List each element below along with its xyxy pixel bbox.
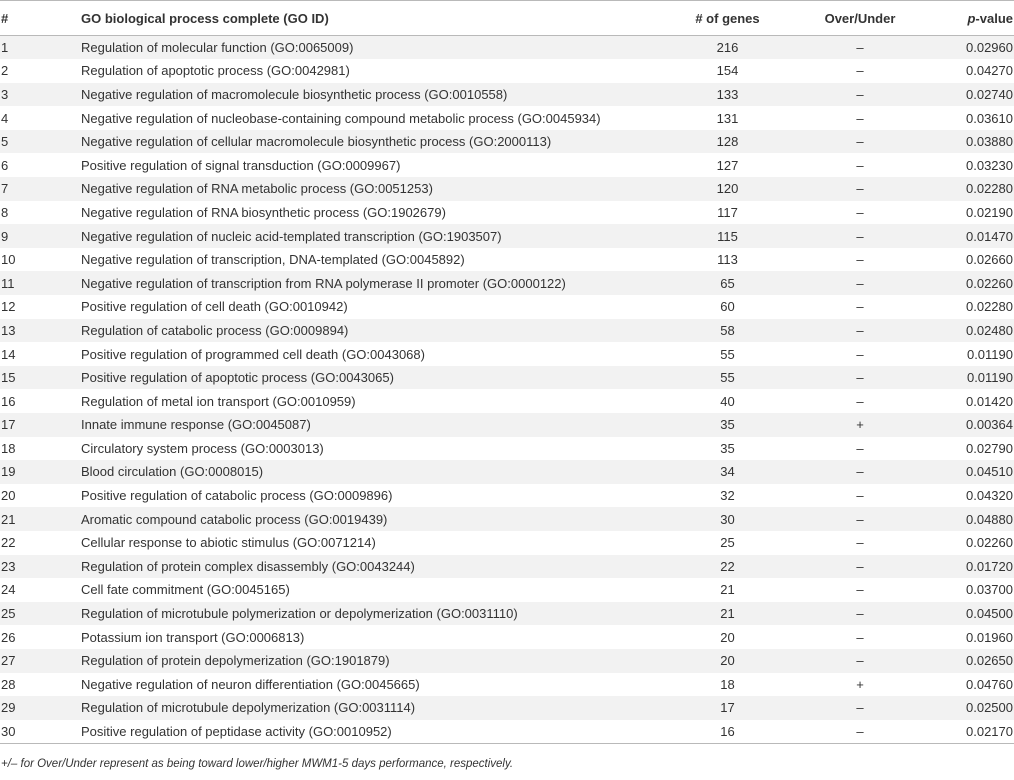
row-number: 22 <box>1 535 16 551</box>
over-under-sign: – <box>856 204 864 220</box>
go-process-name: Negative regulation of nucleic acid-templated transcription (GO:1903507) <box>81 228 502 244</box>
gene-count: 127 <box>716 157 739 173</box>
row-number: 30 <box>0 720 81 744</box>
p-value: 0.02170 <box>919 720 1014 744</box>
p-value: 0.03700 <box>966 582 1013 598</box>
over-under-sign: – <box>856 40 864 56</box>
header-p-value <box>919 1 1014 36</box>
row-number: 2 <box>1 63 9 79</box>
go-process-name: Aromatic compound catabolic process (GO:0019439) <box>81 511 388 527</box>
gene-count: 21 <box>720 606 735 622</box>
p-value: 0.02260 <box>966 275 1013 291</box>
row-number: 24 <box>1 582 16 598</box>
table-row <box>0 649 1014 673</box>
table-row <box>0 460 1014 484</box>
go-process-name: Negative regulation of transcription from RNA polymerase II promoter (GO:0000122) <box>81 275 566 291</box>
gene-count: 35 <box>720 440 735 456</box>
go-process-name: Innate immune response (GO:0045087) <box>81 417 311 433</box>
p-value: 0.04320 <box>966 488 1013 504</box>
over-under-sign: – <box>856 86 864 102</box>
row-number: 29 <box>1 700 16 716</box>
table-row <box>0 555 1014 579</box>
row-number: 13 <box>1 322 16 338</box>
go-process-name: Regulation of microtubule polymerization or depolymerization (GO:0031110) <box>81 606 518 622</box>
over-under-sign: – <box>856 322 864 338</box>
over-under-sign: – <box>801 720 919 744</box>
table-row <box>0 153 1014 177</box>
table-row <box>0 484 1014 508</box>
over-under-sign: – <box>856 558 864 574</box>
p-value: 0.01470 <box>966 228 1013 244</box>
p-value: 0.02960 <box>966 40 1013 56</box>
table-row <box>0 224 1014 248</box>
go-process-name: Potassium ion transport (GO:0006813) <box>81 629 305 645</box>
over-under-sign: – <box>856 393 864 409</box>
gene-count: 65 <box>720 275 735 291</box>
table-row <box>0 602 1014 626</box>
go-process-name: Negative regulation of RNA metabolic process (GO:0051253) <box>81 181 433 197</box>
gene-count: 40 <box>720 393 735 409</box>
p-value: 0.04880 <box>966 511 1013 527</box>
over-under-sign: – <box>856 63 864 79</box>
gene-count: 32 <box>720 488 735 504</box>
go-process-name: Negative regulation of cellular macromolecule biosynthetic process (GO:2000113) <box>81 134 552 150</box>
gene-count: 34 <box>720 464 735 480</box>
p-value: 0.02660 <box>966 252 1013 268</box>
go-process-name: Positive regulation of catabolic process (GO:0009896) <box>81 488 393 504</box>
over-under-sign: – <box>856 582 864 598</box>
gene-count: 17 <box>720 700 735 716</box>
table-row <box>0 366 1014 390</box>
gene-count: 18 <box>720 676 735 692</box>
gene-count: 20 <box>720 629 735 645</box>
p-value: 0.01190 <box>966 346 1013 362</box>
header-p-value-italic: p <box>967 10 976 26</box>
header-number: # <box>0 1 81 36</box>
gene-count: 55 <box>720 346 735 362</box>
p-value: 0.03230 <box>966 157 1013 173</box>
gene-count: 55 <box>720 370 735 386</box>
over-under-sign: – <box>856 110 864 126</box>
go-process-name: Negative regulation of macromolecule biosynthetic process (GO:0010558) <box>81 86 508 102</box>
row-number: 11 <box>1 275 15 291</box>
over-under-sign: – <box>856 181 864 197</box>
gene-count: 131 <box>716 110 739 126</box>
row-number: 4 <box>1 110 9 126</box>
row-number: 9 <box>1 228 9 244</box>
over-under-sign: + <box>856 676 864 692</box>
p-value: 0.01190 <box>966 370 1013 386</box>
p-value: 0.04500 <box>966 606 1013 622</box>
row-number: 21 <box>1 511 16 527</box>
table-row <box>0 248 1014 272</box>
table-row <box>0 531 1014 555</box>
table-row <box>0 106 1014 130</box>
go-process-name: Negative regulation of transcription, DNA-templated (GO:0045892) <box>81 252 465 268</box>
row-number: 16 <box>1 393 16 409</box>
p-value: 0.02190 <box>966 204 1013 220</box>
table-row <box>0 83 1014 107</box>
table-row <box>0 673 1014 697</box>
gene-count: 20 <box>720 653 735 669</box>
go-process-name: Positive regulation of signal transduction (GO:0009967) <box>81 157 401 173</box>
p-value: 0.02500 <box>966 700 1013 716</box>
go-process-name: Cellular response to abiotic stimulus (GO:0071214) <box>81 535 376 551</box>
go-process-name: Regulation of microtubule depolymerization (GO:0031114) <box>81 700 416 716</box>
table-row <box>0 201 1014 225</box>
go-process-name: Regulation of protein complex disassembly (GO:0043244) <box>81 558 415 574</box>
go-process-name: Positive regulation of peptidase activity (GO:0010952) <box>81 720 654 744</box>
gene-count: 113 <box>717 252 738 268</box>
row-number: 27 <box>1 653 16 669</box>
gene-count: 22 <box>720 558 735 574</box>
over-under-sign: – <box>856 346 864 362</box>
over-under-sign: – <box>856 488 864 504</box>
table-row <box>0 271 1014 295</box>
gene-count: 25 <box>720 535 735 551</box>
header-row <box>0 1 1014 36</box>
gene-count: 30 <box>720 511 735 527</box>
gene-count: 60 <box>720 299 735 315</box>
table-row <box>0 177 1014 201</box>
row-number: 8 <box>1 204 9 220</box>
p-value: 0.02790 <box>966 440 1013 456</box>
over-under-sign: – <box>856 370 864 386</box>
go-process-name: Positive regulation of apoptotic process (GO:0043065) <box>81 370 394 386</box>
over-under-sign: – <box>856 653 864 669</box>
go-process-name: Regulation of catabolic process (GO:0009894) <box>81 322 349 338</box>
row-number: 26 <box>1 629 16 645</box>
go-process-name: Regulation of metal ion transport (GO:0010959) <box>81 393 356 409</box>
row-number: 18 <box>1 440 16 456</box>
over-under-sign: – <box>856 606 864 622</box>
table-row <box>0 295 1014 319</box>
gene-count: 16 <box>654 720 801 744</box>
over-under-sign: – <box>856 157 864 173</box>
over-under-sign: – <box>856 252 864 268</box>
table-row <box>0 130 1014 154</box>
p-value: 0.04510 <box>966 464 1013 480</box>
p-value: 0.01720 <box>966 558 1013 574</box>
table-row <box>0 413 1014 437</box>
p-value: 0.02280 <box>966 181 1013 197</box>
over-under-sign: – <box>856 511 864 527</box>
p-value: 0.02480 <box>966 322 1013 338</box>
p-value: 0.04760 <box>966 676 1013 692</box>
row-number: 3 <box>1 86 9 102</box>
table-header <box>0 1 1014 36</box>
row-number: 7 <box>1 181 9 197</box>
gene-count: 128 <box>716 134 739 150</box>
row-number: 6 <box>1 157 9 173</box>
p-value: 0.04270 <box>966 63 1013 79</box>
over-under-sign: – <box>856 134 864 150</box>
row-number: 17 <box>1 417 16 433</box>
go-process-name: Regulation of molecular function (GO:0065009) <box>81 40 354 56</box>
over-under-sign: – <box>856 228 864 244</box>
over-under-sign: – <box>856 275 864 291</box>
over-under-sign: – <box>856 440 864 456</box>
over-under-sign: – <box>856 464 864 480</box>
table-row <box>0 342 1014 366</box>
gene-count: 115 <box>717 228 738 244</box>
go-process-name: Positive regulation of cell death (GO:0010942) <box>81 299 348 315</box>
gene-count: 21 <box>720 582 735 598</box>
header-over-under: Over/Under <box>801 1 919 36</box>
go-process-name: Circulatory system process (GO:0003013) <box>81 440 324 456</box>
table-row <box>0 59 1014 83</box>
over-under-sign: – <box>856 535 864 551</box>
table-row <box>0 389 1014 413</box>
gene-count: 216 <box>716 40 739 56</box>
p-value: 0.02280 <box>966 299 1013 315</box>
table-body <box>0 36 1014 744</box>
table-row <box>0 625 1014 649</box>
row-number: 28 <box>1 676 16 692</box>
row-number: 14 <box>1 346 16 362</box>
gene-count: 120 <box>716 181 739 197</box>
go-process-name: Negative regulation of nucleobase-containing compound metabolic process (GO:0045934) <box>81 110 601 126</box>
row-number: 10 <box>1 252 16 268</box>
row-number: 1 <box>1 40 9 56</box>
table-row <box>0 578 1014 602</box>
p-value: 0.01960 <box>966 629 1013 645</box>
gene-count: 154 <box>716 63 739 79</box>
go-process-name: Regulation of apoptotic process (GO:0042981) <box>81 63 350 79</box>
table-row <box>0 696 1014 720</box>
row-number: 19 <box>1 464 16 480</box>
gene-count: 133 <box>716 86 739 102</box>
row-number: 23 <box>1 558 16 574</box>
table-row <box>0 507 1014 531</box>
over-under-sign: + <box>856 417 864 433</box>
header-go-process: GO biological process complete (GO ID) <box>81 1 654 36</box>
row-number: 20 <box>1 488 16 504</box>
p-value: 0.02260 <box>966 535 1013 551</box>
p-value: 0.02650 <box>966 653 1013 669</box>
go-process-name: Negative regulation of neuron differentiation (GO:0045665) <box>81 676 420 692</box>
gene-count: 35 <box>720 417 735 433</box>
go-process-name: Regulation of protein depolymerization (GO:1901879) <box>81 653 390 669</box>
go-process-name: Blood circulation (GO:0008015) <box>81 464 264 480</box>
p-value: 0.02740 <box>966 86 1013 102</box>
gene-count: 117 <box>717 204 738 220</box>
header-p-value-suffix: -value <box>975 10 1013 26</box>
p-value: 0.03880 <box>966 134 1013 150</box>
over-under-sign: – <box>856 629 864 645</box>
go-process-name: Negative regulation of RNA biosynthetic process (GO:1902679) <box>81 204 446 220</box>
table-row <box>0 319 1014 343</box>
row-number: 15 <box>1 370 16 386</box>
row-number: 5 <box>1 134 9 150</box>
go-process-name: Positive regulation of programmed cell death (GO:0043068) <box>81 346 425 362</box>
over-under-sign: – <box>856 299 864 315</box>
gene-count: 58 <box>720 322 735 338</box>
header-gene-count: # of genes <box>654 1 801 36</box>
table-row <box>0 36 1014 60</box>
row-number: 25 <box>1 606 16 622</box>
p-value: 0.01420 <box>966 393 1013 409</box>
table-row <box>0 437 1014 461</box>
p-value: 0.03610 <box>966 110 1013 126</box>
over-under-sign: – <box>856 700 864 716</box>
go-process-name: Cell fate commitment (GO:0045165) <box>81 582 290 598</box>
row-number: 12 <box>1 299 16 315</box>
p-value: 0.00364 <box>966 417 1013 433</box>
table-footnote: +/– for Over/Under represent as being toward lower/higher MWM1-5 days performance, respectively. <box>1 758 514 770</box>
table-row <box>0 720 1014 744</box>
